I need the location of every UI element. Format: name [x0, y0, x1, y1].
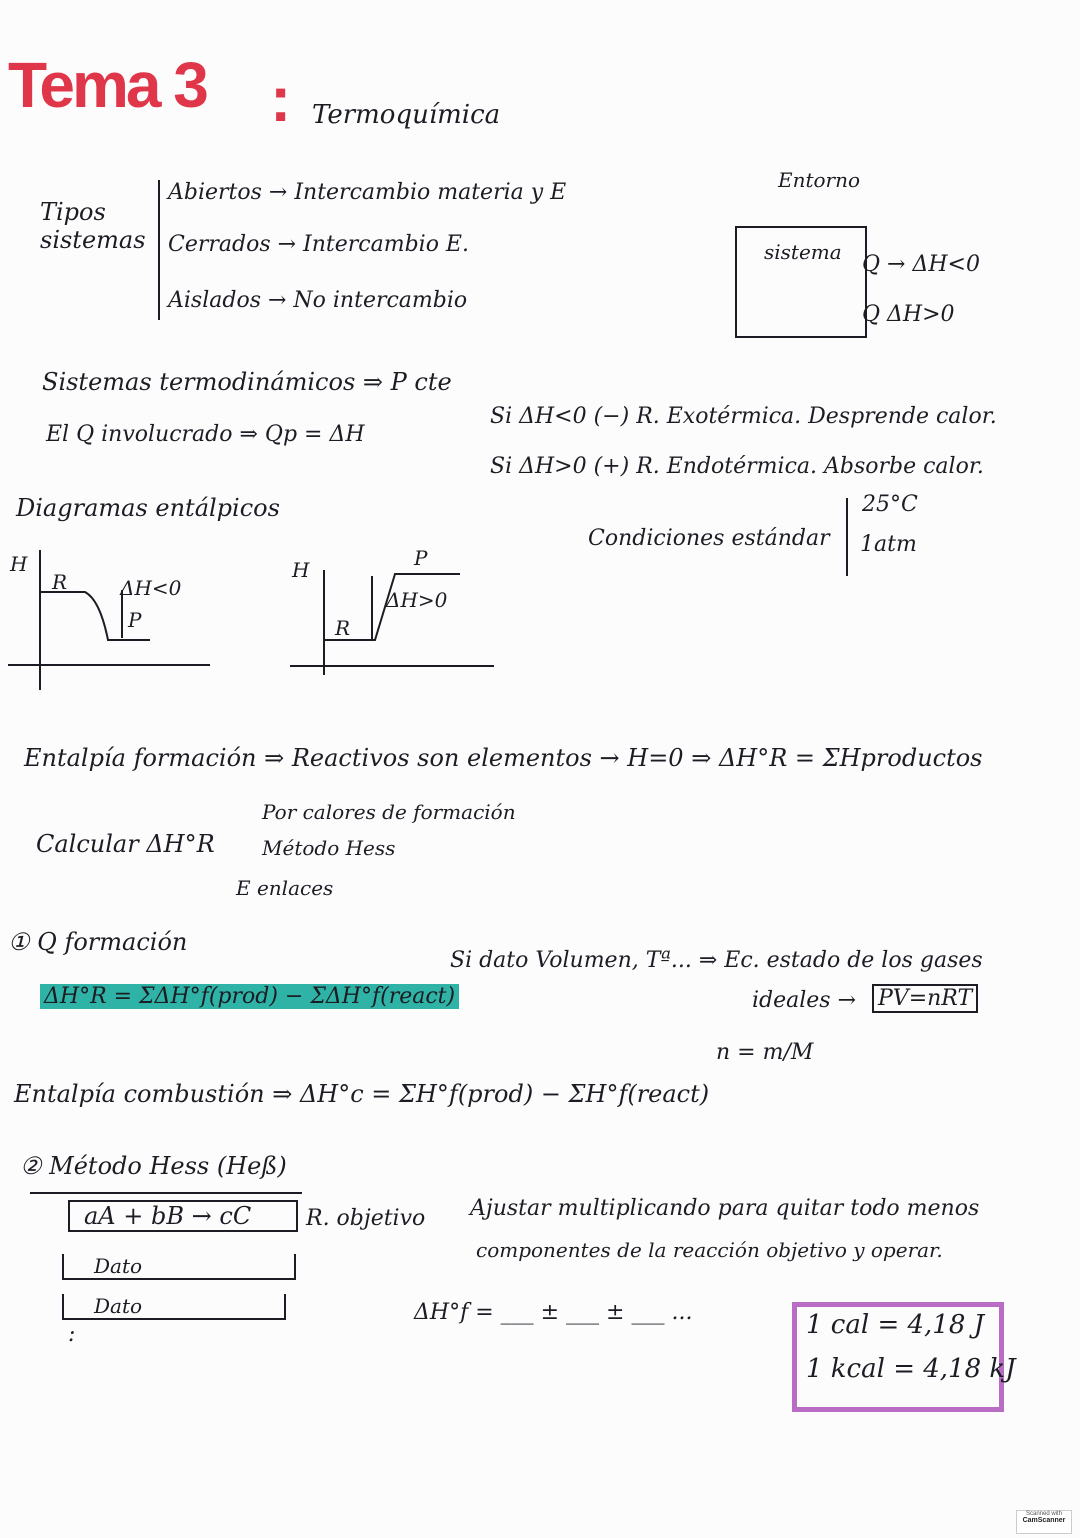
calcular-label: Calcular ΔH°R [36, 830, 215, 858]
gases-line1: Si dato Volumen, Tª... ⇒ Ec. estado de los gases [450, 948, 983, 973]
hess-formula: ΔH°f = ___ ± ___ ± ___ ... [414, 1300, 693, 1325]
tipo-aislado: Aislados → No intercambio [168, 288, 468, 313]
camscanner-badge [1016, 1510, 1072, 1534]
title-tema: Tema 3 [8, 49, 206, 121]
gases-line2: ideales → [752, 988, 857, 1013]
estandar-pres: 1atm [860, 532, 917, 557]
d1-p: P [128, 608, 142, 632]
ideal-gas-equation: PV=nRT [872, 984, 978, 1013]
termo-line2: El Q involucrado ⇒ Qp = ΔH [46, 422, 365, 447]
tipos-label: Tipos sistemas [40, 198, 146, 254]
title-colon: : [270, 63, 289, 135]
entorno-label: Entorno [778, 168, 861, 192]
termo-line1: Sistemas termodinámicos ⇒ P cte [42, 368, 452, 396]
estandar-brace [846, 498, 848, 576]
conversion-kcal: 1 kcal = 4,18 kJ [806, 1354, 1016, 1384]
scanner-line1: Scanned with [1025, 1511, 1063, 1517]
d1-dh: ΔH<0 [120, 576, 182, 600]
tipo-abierto: Abiertos → Intercambio materia y E [168, 180, 567, 205]
ajustar-line2: componentes de la reacción objetivo y operar. [476, 1238, 943, 1262]
hess-heading: ② Método Hess (Heß) [20, 1152, 287, 1180]
title-subject: Termoquímica [312, 100, 501, 130]
sistema-label: sistema [764, 240, 842, 264]
calc-option-2: Método Hess [262, 836, 396, 860]
heat-out: Q → ΔH<0 [862, 252, 980, 277]
qformacion-formula [40, 984, 459, 1009]
diagramas-title: Diagramas entálpicos [16, 494, 280, 522]
d2-p: P [414, 546, 428, 570]
objective-reaction: aA + bB → cC [68, 1200, 298, 1232]
estandar-temp: 25°C [862, 492, 918, 517]
hess-underline [30, 1192, 302, 1194]
moles-formula: n = m/M [716, 1040, 814, 1065]
formacion: Entalpía formación ⇒ Reactivos son elementos → H=0 ⇒ ΔH°R = ΣHproductos [24, 744, 983, 772]
calc-option-3: E enlaces [236, 876, 334, 900]
tipo-cerrado: Cerrados → Intercambio E. [168, 232, 469, 257]
estandar-label: Condiciones estándar [588, 526, 830, 551]
exotermica: Si ΔH<0 (−) R. Exotérmica. Desprende calor. [490, 404, 997, 429]
endotermica: Si ΔH>0 (+) R. Endotérmica. Absorbe calor. [490, 454, 984, 479]
exo-diagram [0, 540, 220, 700]
d1-r: R [52, 570, 68, 594]
calc-option-1: Por calores de formación [262, 800, 516, 824]
d2-dh: ΔH>0 [386, 588, 448, 612]
d2-r: R [335, 616, 351, 640]
dato-1: Dato [62, 1254, 296, 1280]
endo-diagram [280, 560, 500, 680]
scanner-line2: CamScanner [1022, 1517, 1066, 1524]
conversion-cal: 1 cal = 4,18 J [806, 1310, 985, 1340]
brace [158, 180, 160, 320]
d2-axis: H [292, 558, 310, 582]
objetivo-label: R. objetivo [306, 1206, 426, 1231]
dato-2: Dato [62, 1294, 286, 1320]
combustion: Entalpía combustión ⇒ ΔH°c = ΣH°f(prod) − ΣH°f(react) [14, 1080, 710, 1108]
heat-in: Q ΔH>0 [862, 302, 955, 327]
ajustar-line1: Ajustar multiplicando para quitar todo menos [470, 1196, 980, 1221]
highlight: ΔH°R = ΣΔH°f(prod) − ΣΔH°f(react) [40, 984, 459, 1009]
d1-axis: H [10, 552, 28, 576]
qformacion-heading: ① Q formación [8, 928, 188, 956]
continuation-dots: : [68, 1322, 76, 1347]
